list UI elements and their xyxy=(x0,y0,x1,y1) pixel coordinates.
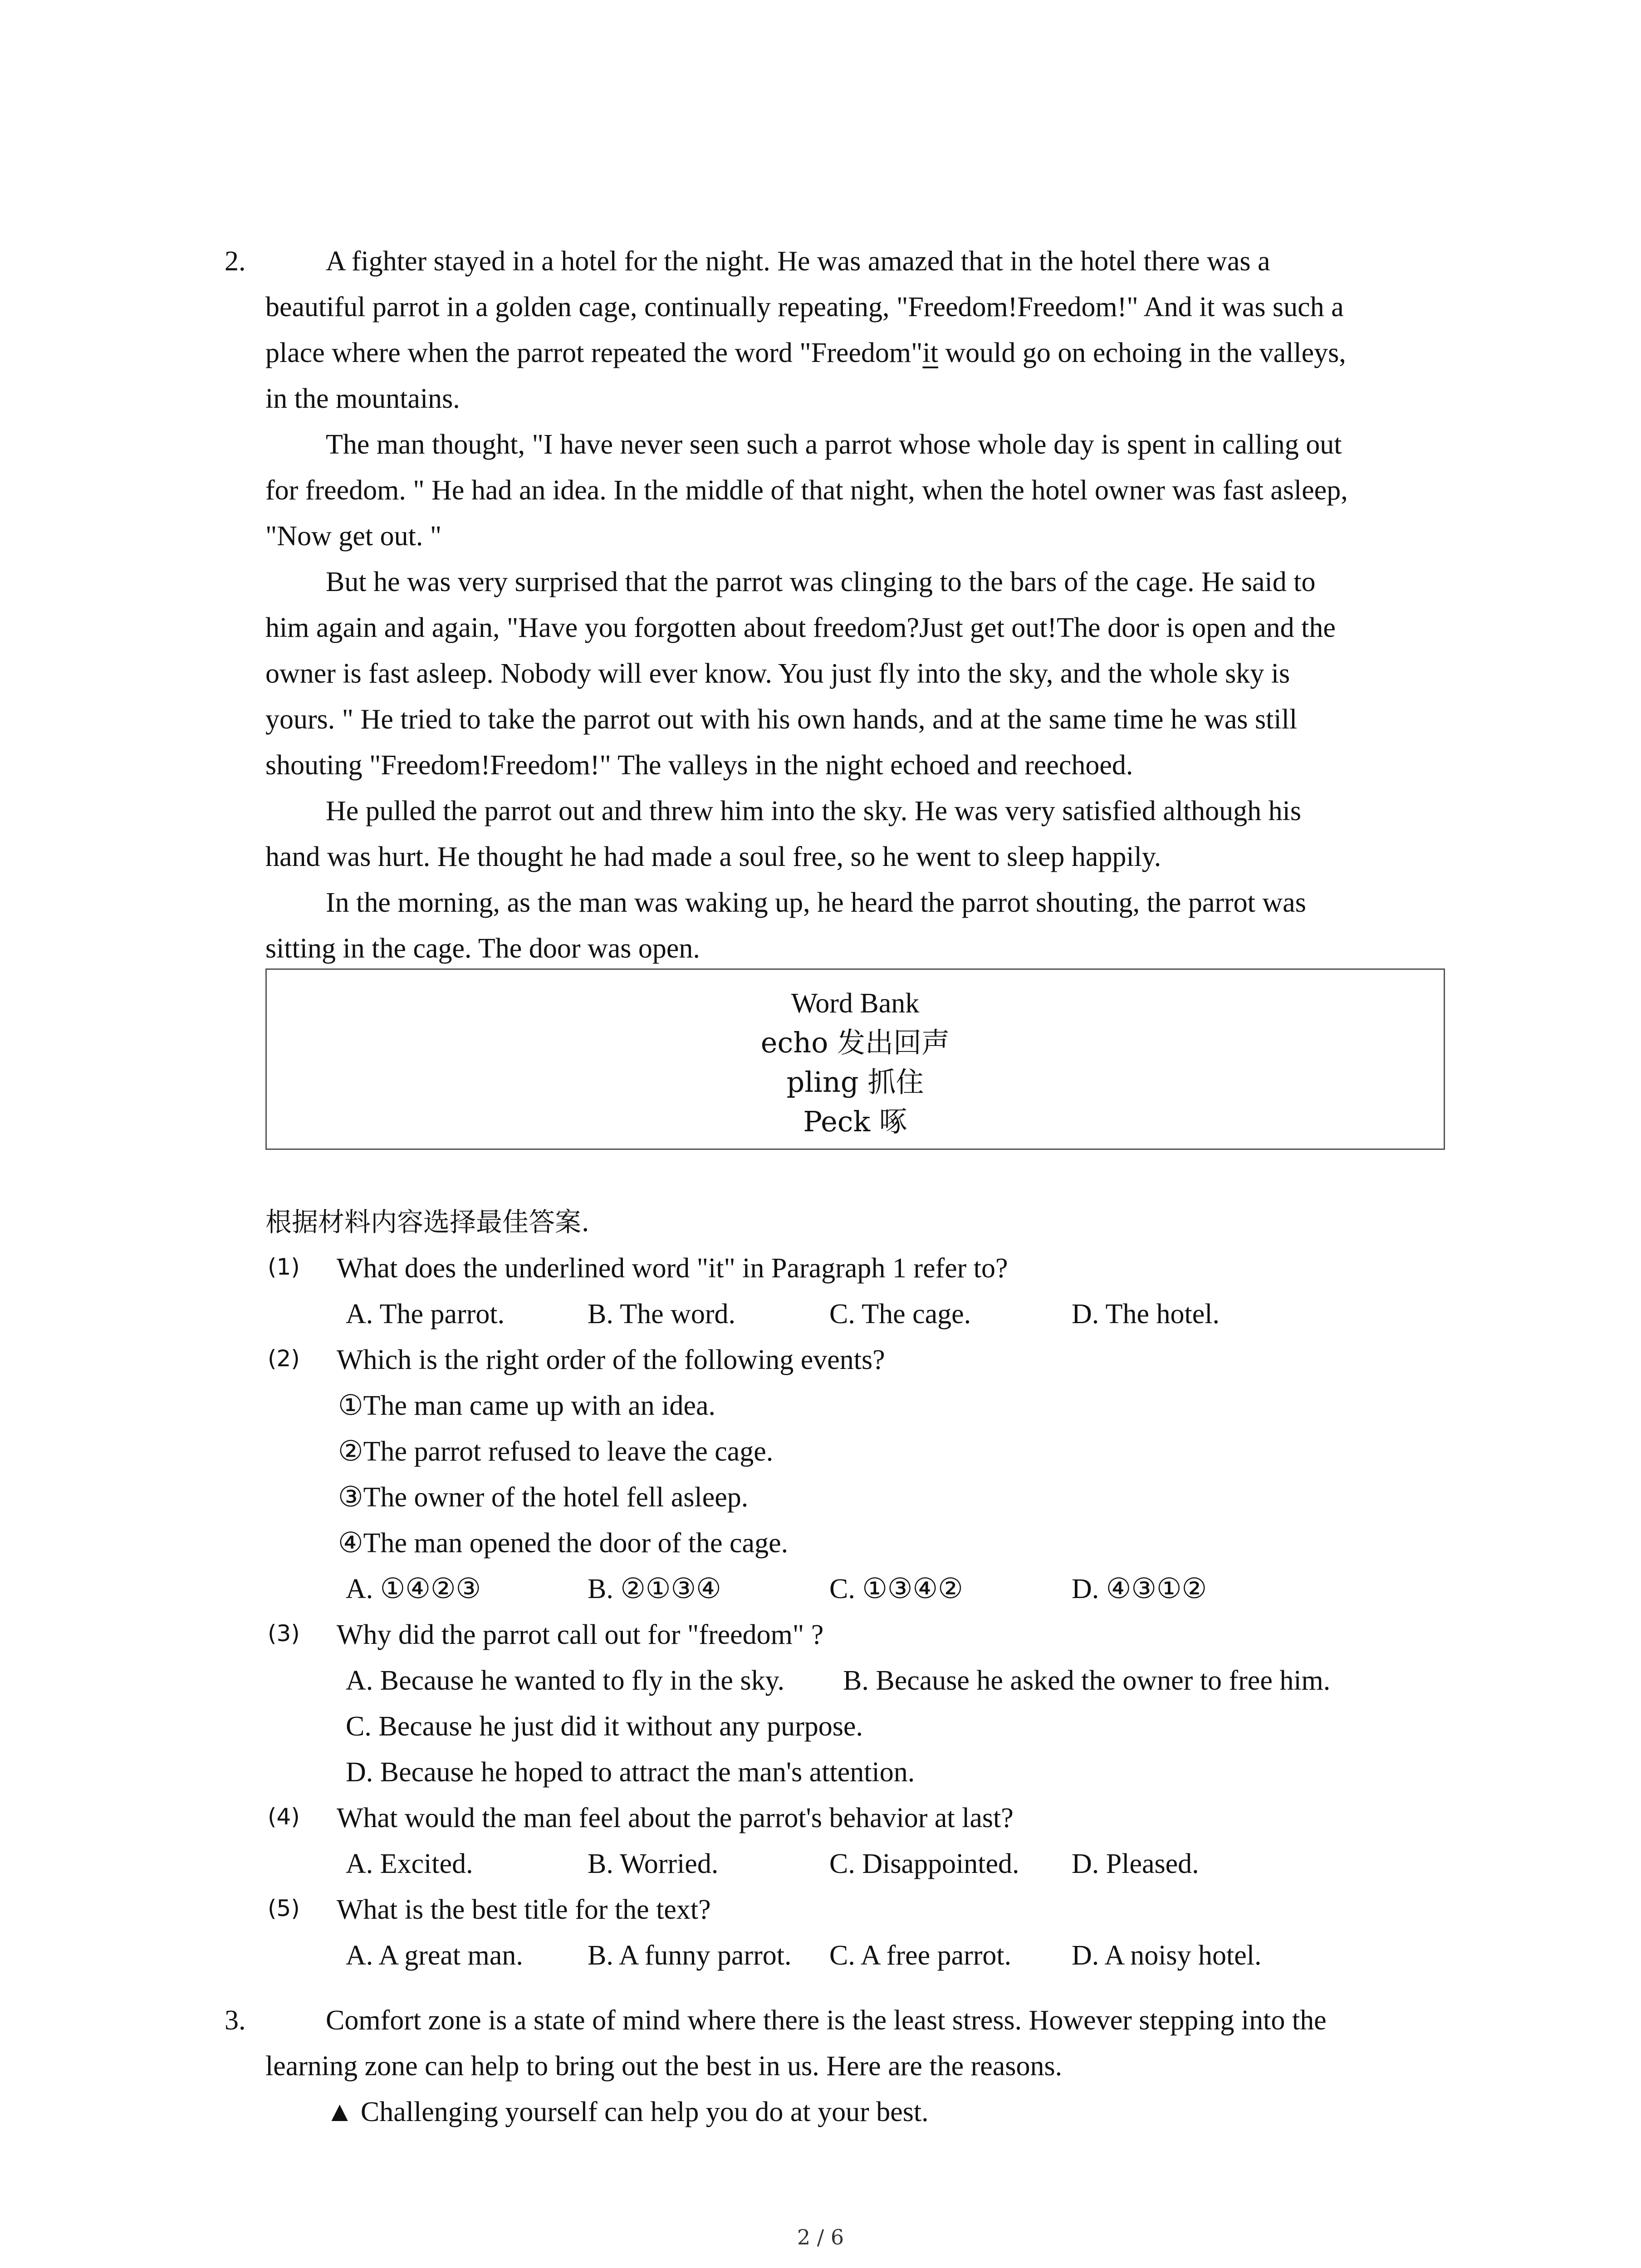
option: D. Because he hoped to attract the man's attention. xyxy=(346,1757,915,1788)
word-bank-entry: Peck 啄 xyxy=(803,1105,907,1138)
option: A. ①④②③ xyxy=(346,1574,481,1604)
option: D. ④③①② xyxy=(1072,1574,1207,1604)
word-bank-title: Word Bank xyxy=(791,988,920,1019)
option: B. Worried. xyxy=(588,1848,719,1879)
option: C. Disappointed. xyxy=(829,1848,1019,1879)
option: D. The hotel. xyxy=(1072,1299,1220,1330)
option: A. Excited. xyxy=(346,1848,473,1879)
passage-line: beautiful parrot in a golden cage, continually repeating, "Freedom!Freedom!" And it was such a xyxy=(265,292,1344,323)
event-item: ④The man opened the door of the cage. xyxy=(338,1528,789,1559)
word-bank-entry: pling 抓住 xyxy=(786,1066,924,1099)
sub-question-number: (1) xyxy=(268,1254,300,1280)
passage-line: learning zone can help to bring out the best in us. Here are the reasons. xyxy=(265,2051,1063,2082)
word-bank-box xyxy=(265,968,1445,1150)
option: B. Because he asked the owner to free him. xyxy=(843,1665,1331,1696)
question-number: 2. xyxy=(225,246,246,277)
underlined-word: it xyxy=(922,337,938,368)
sub-question-number: (4) xyxy=(268,1804,300,1830)
sub-question-text: What does the underlined word "it" in Paragraph 1 refer to? xyxy=(337,1253,1008,1284)
passage-line: owner is fast asleep. Nobody will ever know. You just fly into the sky, and the whole sky is xyxy=(265,658,1290,689)
passage-line: in the mountains. xyxy=(265,383,460,414)
passage-line: Comfort zone is a state of mind where there is the least stress. However stepping into the xyxy=(326,2005,1327,2036)
option: D. A noisy hotel. xyxy=(1072,1940,1262,1971)
passage-line: sitting in the cage. The door was open. xyxy=(265,933,700,964)
option: D. Pleased. xyxy=(1072,1848,1199,1879)
option: B. ②①③④ xyxy=(588,1574,721,1604)
sub-question-text: Which is the right order of the following events? xyxy=(337,1344,885,1375)
option: A. A great man. xyxy=(346,1940,523,1971)
option: C. Because he just did it without any purpose. xyxy=(346,1711,863,1742)
passage-line: "Now get out. " xyxy=(265,521,442,552)
passage-line: hand was hurt. He thought he had made a soul free, so he went to sleep happily. xyxy=(265,841,1161,872)
option: C. A free parrot. xyxy=(829,1940,1012,1971)
event-item: ③The owner of the hotel fell asleep. xyxy=(338,1482,749,1513)
sub-question-text: What would the man feel about the parrot's behavior at last? xyxy=(337,1803,1014,1833)
sub-question-text: What is the best title for the text? xyxy=(337,1894,711,1925)
passage-line: The man thought, "I have never seen such a parrot whose whole day is spent in calling out xyxy=(326,429,1342,460)
passage-line: him again and again, "Have you forgotten about freedom?Just get out!The door is open and the xyxy=(265,612,1336,643)
option: C. The cage. xyxy=(829,1299,971,1330)
option: A. The parrot. xyxy=(346,1299,505,1330)
question-number: 3. xyxy=(225,2005,246,2036)
event-item: ②The parrot refused to leave the cage. xyxy=(338,1436,774,1467)
passage-line: He pulled the parrot out and threw him into the sky. He was very satisfied although his xyxy=(326,796,1302,826)
event-item: ①The man came up with an idea. xyxy=(338,1390,716,1421)
instruction: 根据材料内容选择最佳答案. xyxy=(265,1207,590,1237)
passage-line: yours. " He tried to take the parrot out with his own hands, and at the same time he was still xyxy=(265,704,1298,735)
page-number: 2 / 6 xyxy=(797,2225,844,2249)
option: B. The word. xyxy=(588,1299,736,1330)
word-bank-entry: echo 发出回声 xyxy=(760,1026,950,1059)
sub-question-number: (5) xyxy=(268,1895,300,1921)
passage-line: shouting "Freedom!Freedom!" The valleys in the night echoed and reechoed. xyxy=(265,750,1133,781)
sub-question-text: Why did the parrot call out for "freedom" ? xyxy=(337,1619,824,1650)
sub-question-number: (3) xyxy=(268,1620,300,1647)
passage-line: In the morning, as the man was waking up, he heard the parrot shouting, the parrot was xyxy=(326,887,1306,918)
passage-line: But he was very surprised that the parrot was clinging to the bars of the cage. He said to xyxy=(326,567,1316,597)
passage-line: for freedom. " He had an idea. In the middle of that night, when the hotel owner was fast asleep, xyxy=(265,475,1348,506)
passage-text: place where when the parrot repeated the word "Freedom" xyxy=(265,337,923,368)
option: C. ①③④② xyxy=(829,1574,963,1604)
option: A. Because he wanted to fly in the sky. xyxy=(346,1665,785,1696)
passage-text: would go on echoing in the valleys, xyxy=(938,337,1346,368)
sub-question-number: (2) xyxy=(268,1345,300,1372)
option: B. A funny parrot. xyxy=(588,1940,792,1971)
passage-line: ▲ Challenging yourself can help you do at your best. xyxy=(326,2097,929,2127)
passage-line xyxy=(265,339,1346,367)
passage-line: A fighter stayed in a hotel for the night. He was amazed that in the hotel there was a xyxy=(326,246,1270,277)
